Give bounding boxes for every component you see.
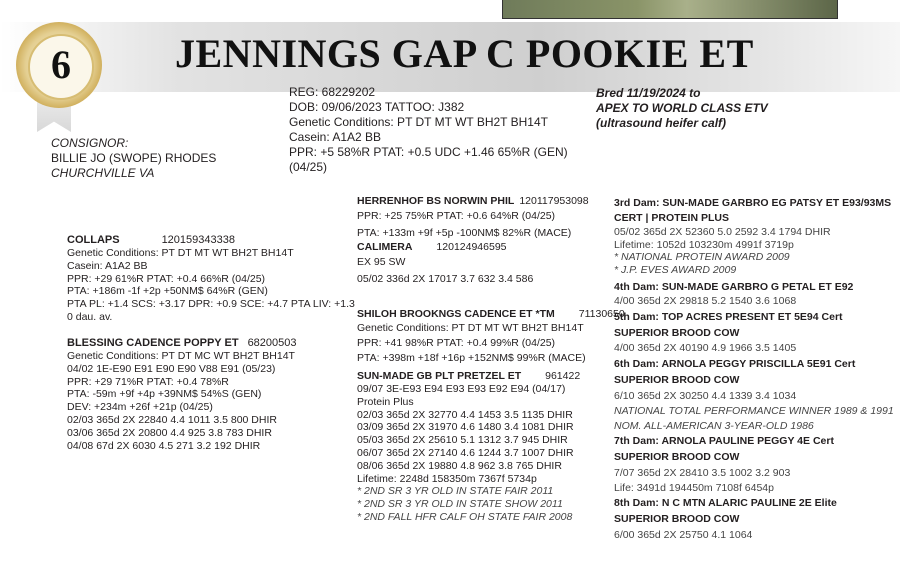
dam-line: 04/08 67d 2X 6030 4.5 271 3.2 192 DHIR [67, 439, 261, 452]
dam-5-heading: 5th Dam: TOP ACRES PRESENT ET 5E94 Cert [614, 310, 843, 323]
dam-7-heading: 7th Dam: ARNOLA PAULINE PEGGY 4E Cert [614, 434, 834, 447]
bred-date: Bred 11/19/2024 to [596, 86, 701, 100]
dam-3-line: 05/02 365d 2X 52360 5.0 2592 3.4 1794 DHIR [614, 225, 831, 238]
dam-7-line: 7/07 365d 2X 28410 3.5 1002 3.2 903 [614, 466, 791, 479]
dam-6-award: NATIONAL TOTAL PERFORMANCE WINNER 1989 & 1991 [614, 404, 894, 417]
bred-note: (ultrasound heifer calf) [596, 116, 727, 130]
sires-dam-reg: 120124946595 [436, 241, 507, 253]
consignor-location: CHURCHVILLE VA [51, 166, 155, 180]
dams-dam-reg: 961422 [545, 370, 581, 382]
dams-sire-reg: 71130650 [578, 308, 625, 320]
lot-number: 6 [51, 42, 71, 87]
sire-line: PTA PL: +1.4 SCS: +3.17 DPR: +0.9 SCE: +4.7 PTA LIV: +1.3 [67, 298, 355, 311]
dams-sire-name: SHILOH BROOKNGS CADENCE ET *TM [357, 308, 555, 320]
sire-block [67, 233, 355, 324]
sires-sire-line: PTA: +133m +9f +5p -100NM$ 82%R (MACE) [357, 227, 572, 239]
dam-block [67, 336, 297, 452]
sires-dam-block [357, 241, 533, 288]
extended-pedigree [614, 197, 894, 543]
dam-4-heading: 4th Dam: SUN-MADE GARBRO G PETAL ET E92 [614, 280, 854, 293]
dams-dam-block [357, 370, 580, 524]
dam-6-award: NOM. ALL-AMERICAN 3-YEAR-OLD 1986 [614, 419, 814, 432]
dams-dam-line: 02/03 365d 2X 32770 4.4 1453 3.5 1135 DHIR [357, 408, 573, 421]
dams-dam-award: * 2ND SR 3 YR OLD IN STATE SHOW 2011 [357, 498, 563, 511]
dams-dam-line: 08/06 365d 2X 19880 4.8 962 3.8 765 DHIR [357, 459, 562, 472]
sire-line: 0 dau. av. [67, 310, 113, 323]
dams-dam-name: SUN-MADE GB PLT PRETZEL ET [357, 370, 522, 382]
dam-3-line: Lifetime: 1052d 103230m 4991f 3719p [614, 238, 794, 251]
dams-dam-line: 05/03 365d 2X 25610 5.1 1312 3.7 945 DHIR [357, 434, 568, 447]
bred-info [596, 86, 768, 131]
dams-dam-line: Lifetime: 2248d 158350m 7367f 5734p [357, 472, 537, 485]
dam-line: DEV: +234m +26f +21p (04/25) [67, 401, 213, 414]
dam-6-line: 6/10 365d 2X 30250 4.4 1339 3.4 1034 [614, 389, 797, 402]
dams-dam-award: * 2ND SR 3 YR OLD IN STATE FAIR 2011 [357, 485, 554, 498]
dam-line: Genetic Conditions: PT DT MC WT BH2T BH14T [67, 350, 295, 362]
sires-dam-line: 05/02 336d 2X 17017 3.7 632 3.4 586 [357, 273, 534, 285]
dam-8-heading: 8th Dam: N C MTN ALARIC PAULINE 2E Elite [614, 496, 837, 509]
dams-dam-line: 09/07 3E-E93 E94 E93 E93 E92 E94 (04/17) [357, 383, 566, 395]
reg-number: REG: 68229202 [289, 85, 376, 99]
sires-dam-line: EX 95 SW [357, 256, 406, 268]
dam-7-line: Life: 3491d 194450m 7108f 6454p [614, 481, 774, 494]
dam-name: BLESSING CADENCE POPPY ET [67, 337, 239, 349]
genetic-conditions: Genetic Conditions: PT DT MT WT BH2T BH14T [289, 115, 548, 129]
sires-dam-name: CALIMERA [357, 241, 413, 253]
dam-line: PTA: -59m +9f +4p +39NM$ 54%S (GEN) [67, 388, 262, 401]
dam-reg: 68200503 [247, 337, 297, 349]
dams-sire-line: Genetic Conditions: PT DT MT WT BH2T BH14T [357, 322, 584, 334]
dams-sire-line: PPR: +41 98%R PTAT: +0.4 99%R (04/25) [357, 337, 556, 349]
dam-3-award: * J.P. EVES AWARD 2009 [614, 264, 737, 277]
dams-dam-line: 06/07 365d 2X 27140 4.6 1244 3.7 1007 DHIR [357, 446, 574, 459]
dam-line: 03/06 365d 2X 20800 4.4 925 3.8 783 DHIR [67, 426, 272, 439]
sires-sire-name: HERRENHOF BS NORWIN PHIL [357, 195, 515, 207]
dam-line: PPR: +29 71%R PTAT: +0.4 78%R [67, 375, 229, 388]
casein: Casein: A1A2 BB [289, 130, 382, 144]
dams-dam-line: 03/09 365d 2X 31970 4.6 1480 3.4 1081 DHIR [357, 421, 574, 434]
dam-5-subheading: SUPERIOR BROOD COW [614, 326, 740, 339]
consignor-label: CONSIGNOR: [51, 136, 129, 150]
dam-7-subheading: SUPERIOR BROOD COW [614, 450, 740, 463]
sire-line: Casein: A1A2 BB [67, 259, 148, 272]
sire-line: PPR: +29 61%R PTAT: +0.4 66%R (04/25) [67, 272, 266, 285]
dam-line: 02/03 365d 2X 22840 4.4 1011 3.5 800 DHIR [67, 413, 277, 426]
sires-sire-line: PPR: +25 75%R PTAT: +0.6 64%R (04/25) [357, 210, 556, 222]
dam-line: 04/02 1E-E90 E91 E90 E90 V88 E91 (05/23) [67, 362, 276, 375]
consignor-block [51, 136, 216, 181]
ppr-line-1: PPR: +5 58%R PTAT: +0.5 UDC +1.46 65%R (GEN) [289, 145, 568, 159]
dams-sire-line: PTA: +398m +18f +16p +152NM$ 99%R (MACE) [357, 352, 586, 364]
sire-line: PTA: +186m -1f +2p +50NM$ 64%R (GEN) [67, 285, 268, 298]
dam-3-heading: 3rd Dam: SUN-MADE GARBRO EG PATSY ET E93/93MS [614, 197, 892, 209]
registration-block [289, 85, 568, 175]
dams-sire-block [357, 308, 625, 366]
ppr-line-2: (04/25) [289, 160, 328, 174]
sire-reg: 120159343338 [161, 234, 235, 246]
bred-sire: APEX TO WORLD CLASS ETV [596, 101, 768, 115]
animal-name: JENNINGS GAP C POOKIE ET [175, 31, 754, 76]
animal-photo [502, 0, 838, 19]
dam-6-heading: 6th Dam: ARNOLA PEGGY PRISCILLA 5E91 Cert [614, 357, 856, 370]
sire-line: Genetic Conditions: PT DT MT WT BH2T BH14T [67, 247, 294, 259]
dam-5-line: 4/00 365d 2X 40190 4.9 1966 3.5 1405 [614, 341, 797, 354]
dam-8-subheading: SUPERIOR BROOD COW [614, 512, 740, 525]
dob-tattoo: DOB: 09/06/2023 TATTOO: J382 [289, 100, 465, 114]
consignor-name: BILLIE JO (SWOPE) RHODES [51, 151, 217, 165]
dams-dam-line: Protein Plus [357, 395, 414, 408]
sire-name: COLLAPS [67, 234, 120, 246]
dam-8-line: 6/00 365d 2X 25750 4.1 1064 [614, 528, 753, 541]
dam-6-subheading: SUPERIOR BROOD COW [614, 373, 740, 386]
dam-3-subheading: CERT | PROTEIN PLUS [614, 211, 729, 224]
dam-3-award: * NATIONAL PROTEIN AWARD 2009 [614, 251, 790, 264]
sires-sire-reg: 120117953098 [519, 195, 589, 207]
dams-dam-award: * 2ND FALL HFR CALF OH STATE FAIR 2008 [357, 510, 573, 523]
sires-sire-block [357, 195, 589, 242]
dam-4-line: 4/00 365d 2X 29818 5.2 1540 3.6 1068 [614, 294, 797, 307]
